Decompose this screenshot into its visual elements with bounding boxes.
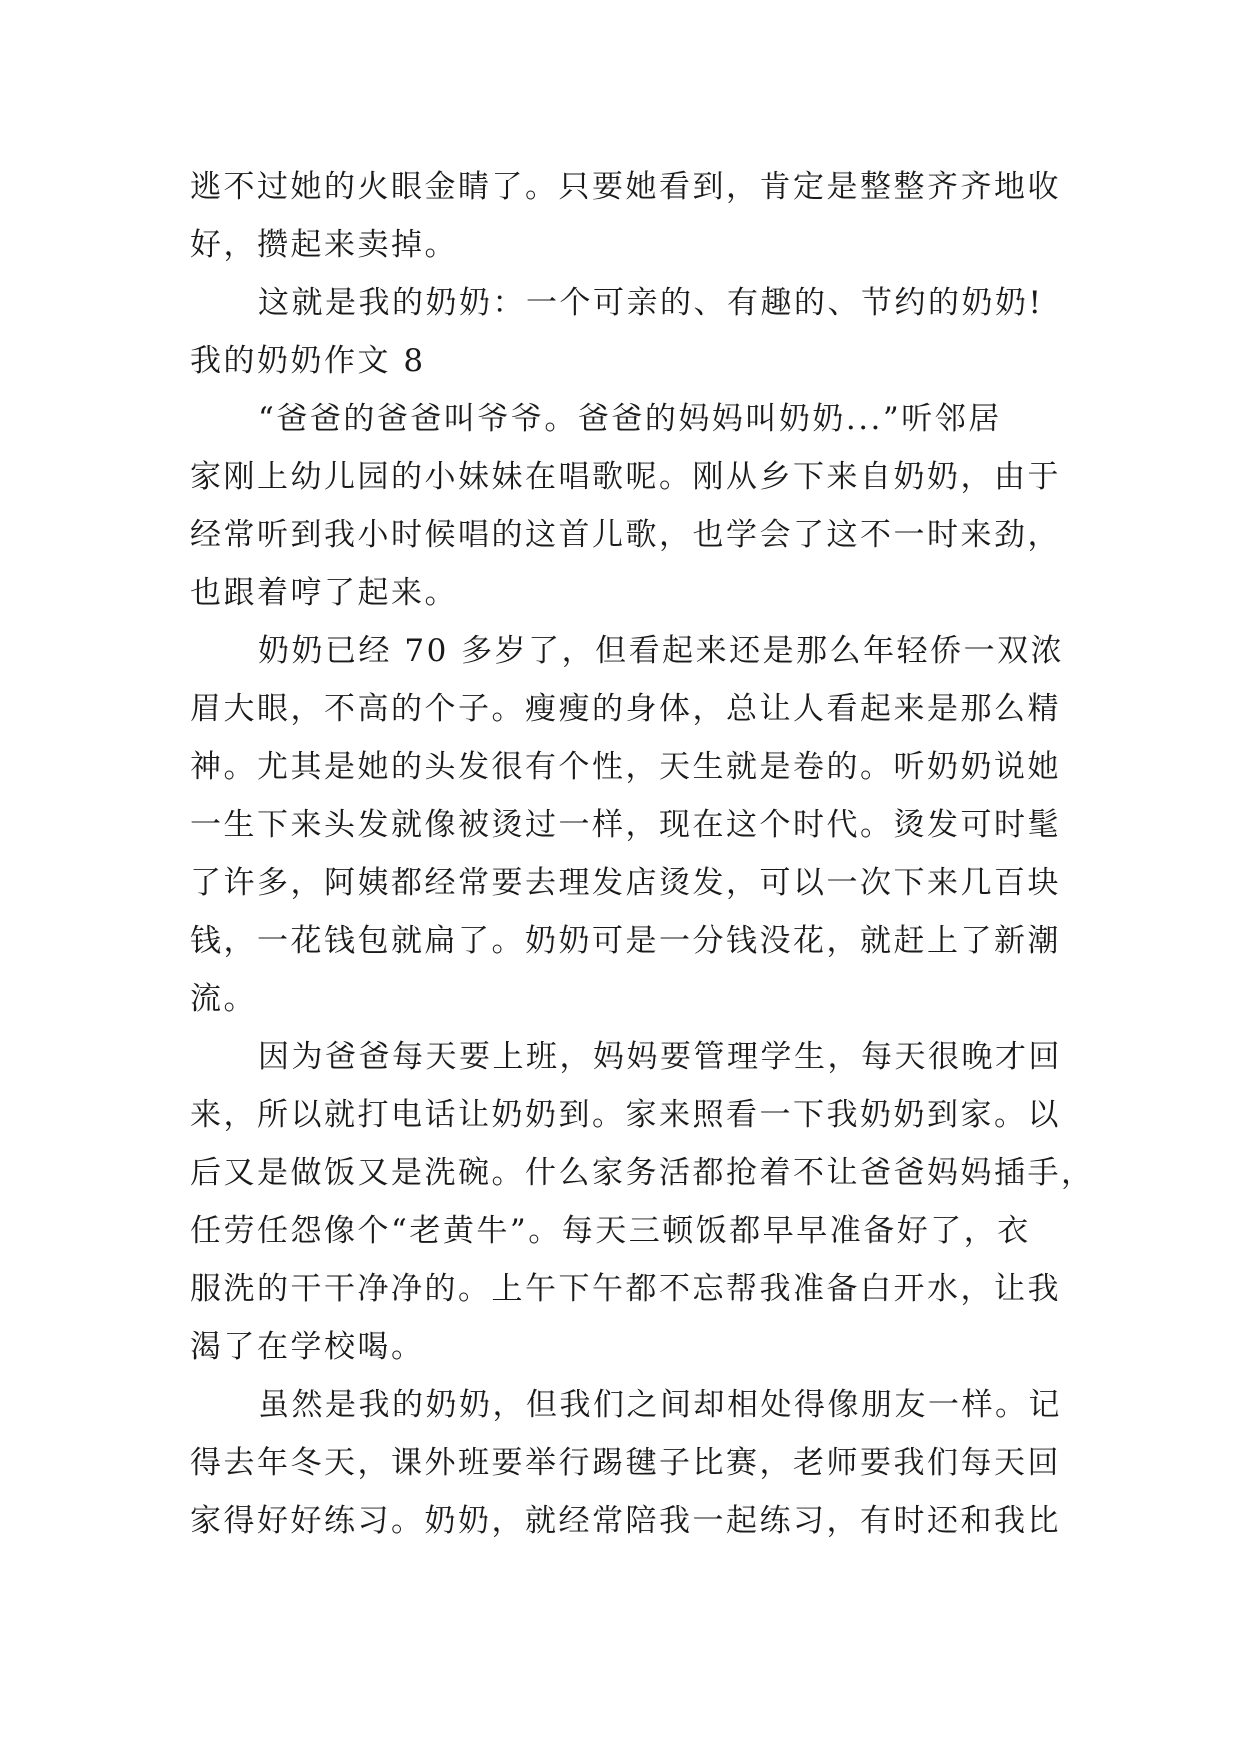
text-line: 任劳任怨像个“老黄牛”。每天三顿饭都早早准备好了，衣 xyxy=(190,1213,1031,1249)
text-line: 虽然是我的奶奶，但我们之间却相处得像朋友一样。记 xyxy=(258,1387,1062,1423)
text-line: “爸爸的爸爸叫爷爷。爸爸的妈妈叫奶奶...”听邻居 xyxy=(258,401,1002,437)
document-body xyxy=(190,158,1095,1550)
text-line: 渴了在学校喝。 xyxy=(190,1329,425,1365)
text-line: 家刚上幼儿园的小妹妹在唱歌呢。刚从乡下来自奶奶，由于 xyxy=(190,459,1061,495)
text-line: 流。 xyxy=(190,981,257,1017)
text-line: 也跟着哼了起来。 xyxy=(190,575,458,611)
text-line: 了许多，阿姨都经常要去理发店烫发，可以一次下来几百块 xyxy=(190,865,1061,901)
text-line: 因为爸爸每天要上班，妈妈要管理学生，每天很晚才回 xyxy=(258,1039,1062,1075)
text-line: 经常听到我小时候唱的这首儿歌，也学会了这不一时来劲， xyxy=(190,517,1061,553)
text-line: 这就是我的奶奶：一个可亲的、有趣的、节约的奶奶! xyxy=(258,285,1044,321)
text-line: 神。尤其是她的头发很有个性，天生就是卷的。听奶奶说她 xyxy=(190,749,1061,785)
text-line: 奶奶已经 70 多岁了，但看起来还是那么年轻侨一双浓 xyxy=(258,633,1065,669)
text-line: 后又是做饭又是洗碗。什么家务活都抢着不让爸爸妈妈插手， xyxy=(190,1155,1095,1191)
text-line: 得去年冬天，课外班要举行踢毽子比赛，老师要我们每天回 xyxy=(190,1445,1061,1481)
text-line: 服洗的干干净净的。上午下午都不忘帮我准备白开水，让我 xyxy=(190,1271,1061,1307)
text-line: 好，攒起来卖掉。 xyxy=(190,227,458,263)
text-line: 来，所以就打电话让奶奶到。家来照看一下我奶奶到家。以 xyxy=(190,1097,1061,1133)
section-heading: 我的奶奶作文 8 xyxy=(190,343,426,379)
text-line: 一生下来头发就像被烫过一样，现在这个时代。烫发可时髦 xyxy=(190,807,1061,843)
text-line: 家得好好练习。奶奶，就经常陪我一起练习，有时还和我比 xyxy=(190,1503,1061,1539)
text-line: 钱，一花钱包就扁了。奶奶可是一分钱没花，就赶上了新潮 xyxy=(190,923,1061,959)
text-line: 逃不过她的火眼金睛了。只要她看到，肯定是整整齐齐地收 xyxy=(190,169,1061,205)
text-line: 眉大眼，不高的个子。瘦瘦的身体，总让人看起来是那么精 xyxy=(190,691,1061,727)
